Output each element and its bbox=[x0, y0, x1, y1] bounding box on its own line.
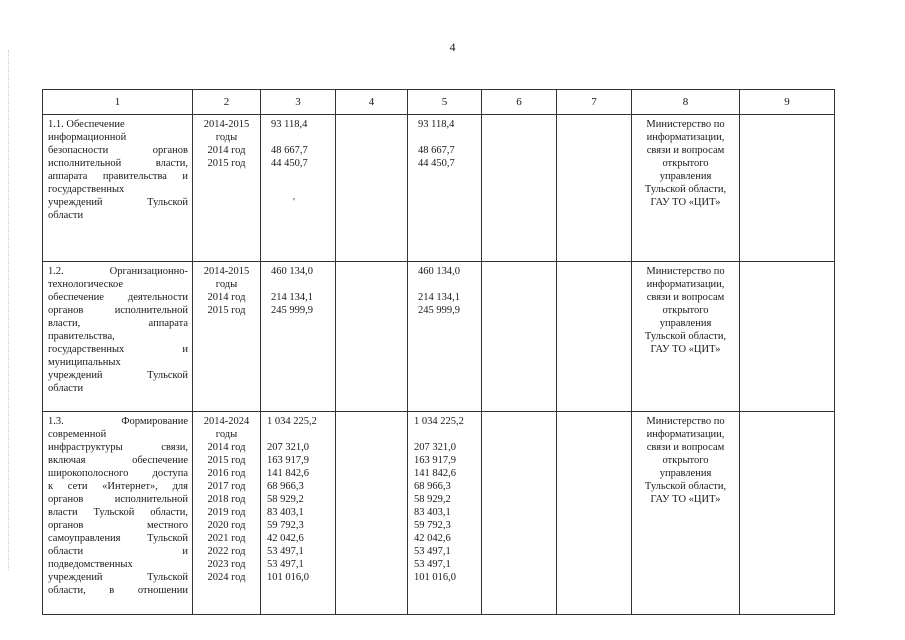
description-line: подведомственных bbox=[48, 559, 133, 570]
description-line: учреждений Тульской bbox=[48, 572, 188, 583]
period-value: 2021 год bbox=[207, 533, 246, 544]
executor-line: Министерство по bbox=[646, 119, 725, 130]
executor-line: информатизации, bbox=[646, 429, 725, 440]
amount-value: 141 842,6 bbox=[414, 468, 456, 479]
table-row bbox=[43, 262, 835, 412]
amount-value: 93 118,4 bbox=[418, 119, 455, 130]
description-line: технологическое bbox=[48, 279, 123, 290]
amount-value: 48 667,7 bbox=[271, 145, 308, 156]
period-value: 2023 год bbox=[207, 559, 246, 570]
amount-value: 93 118,4 bbox=[271, 119, 308, 130]
executor-line: управления bbox=[659, 318, 712, 329]
period-value: 2019 год bbox=[207, 507, 246, 518]
executor-line: управления bbox=[659, 468, 712, 479]
header-cell: 9 bbox=[740, 90, 835, 115]
amount-value: 42 042,6 bbox=[267, 533, 304, 544]
activity-description bbox=[43, 262, 193, 412]
amount-value: 58 929,2 bbox=[267, 494, 304, 505]
amount-value: 44 450,7 bbox=[418, 158, 455, 169]
description-line: органов местного bbox=[48, 520, 188, 531]
executor-line: открытого bbox=[662, 305, 709, 316]
description-line: к сети «Интернет», для bbox=[48, 481, 188, 492]
amount-value: 48 667,7 bbox=[418, 145, 455, 156]
period-value: 2014-2015 bbox=[203, 119, 250, 130]
header-cell: 1 bbox=[43, 90, 193, 115]
empty-cell bbox=[336, 412, 408, 615]
header-row bbox=[43, 90, 835, 115]
description-line: обеспечение деятельности bbox=[48, 292, 188, 303]
description-line: учреждений Тульской bbox=[48, 197, 188, 208]
period-value: 2018 год bbox=[207, 494, 246, 505]
period-value: 2022 год bbox=[207, 546, 246, 557]
period-value: 2014 год bbox=[207, 442, 246, 453]
amount-value: 163 917,9 bbox=[414, 455, 456, 466]
activity-description bbox=[43, 412, 193, 615]
executor-line: Тульской области, bbox=[644, 184, 727, 195]
executor-line: Тульской области, bbox=[644, 331, 727, 342]
amount-value: 53 497,1 bbox=[267, 546, 304, 557]
description-line: включая обеспечение bbox=[48, 455, 188, 466]
amount-value: 214 134,1 bbox=[418, 292, 460, 303]
header-cell: 6 bbox=[482, 90, 557, 115]
amount-value: 68 966,3 bbox=[267, 481, 304, 492]
empty-cell bbox=[740, 412, 835, 615]
funding-source-cell bbox=[408, 115, 482, 262]
amount-value: 1 034 225,2 bbox=[267, 416, 317, 427]
empty-cell bbox=[557, 412, 632, 615]
period-value: 2017 год bbox=[207, 481, 246, 492]
empty-cell bbox=[482, 262, 557, 412]
executor-line: информатизации, bbox=[646, 279, 725, 290]
page-number: 4 bbox=[449, 40, 456, 54]
period-value: годы bbox=[215, 429, 238, 440]
description-line: власти, аппарата bbox=[48, 318, 188, 329]
empty-cell bbox=[557, 115, 632, 262]
amount-value: 53 497,1 bbox=[267, 559, 304, 570]
amount-value: 245 999,9 bbox=[271, 305, 313, 316]
amount-value: 44 450,7 bbox=[271, 158, 308, 169]
empty-cell bbox=[740, 262, 835, 412]
description-line: органов исполнительной bbox=[48, 494, 188, 505]
executor-line: Министерство по bbox=[646, 416, 725, 427]
executor-line: ГАУ ТО «ЦИТ» bbox=[650, 494, 721, 505]
period-cell bbox=[193, 412, 261, 615]
description-line: инфраструктуры связи, bbox=[48, 442, 188, 453]
description-line: органов исполнительной bbox=[48, 305, 188, 316]
description-line: широкополосного доступа bbox=[48, 468, 188, 479]
description-line: аппарата правительства и bbox=[48, 171, 188, 182]
description-line: 1.1. Обеспечение bbox=[48, 119, 125, 130]
period-cell bbox=[193, 115, 261, 262]
amount-value: 1 034 225,2 bbox=[414, 416, 464, 427]
description-line: государственных и bbox=[48, 344, 188, 355]
period-value: годы bbox=[215, 132, 238, 143]
empty-cell bbox=[336, 262, 408, 412]
funding-total-cell bbox=[261, 412, 336, 615]
executor-line: ГАУ ТО «ЦИТ» bbox=[650, 344, 721, 355]
amount-value: 101 016,0 bbox=[414, 572, 456, 583]
description-line: 1.3. Формирование bbox=[48, 416, 188, 427]
amount-value: 163 917,9 bbox=[267, 455, 309, 466]
margin-guide bbox=[8, 50, 9, 570]
executor-cell bbox=[632, 115, 740, 262]
period-value: годы bbox=[215, 279, 238, 290]
period-value: 2015 год bbox=[207, 158, 246, 169]
period-value: 2016 год bbox=[207, 468, 246, 479]
header-cell: 3 bbox=[261, 90, 336, 115]
header-cell: 2 bbox=[193, 90, 261, 115]
funding-source-cell bbox=[408, 262, 482, 412]
empty-cell bbox=[557, 262, 632, 412]
executor-cell bbox=[632, 262, 740, 412]
executor-line: ГАУ ТО «ЦИТ» bbox=[650, 197, 721, 208]
amount-value: 141 842,6 bbox=[267, 468, 309, 479]
description-line: информационной bbox=[48, 132, 127, 143]
period-value: 2020 год bbox=[207, 520, 246, 531]
description-line: 1.2. Организационно- bbox=[48, 266, 188, 277]
amount-value: 101 016,0 bbox=[267, 572, 309, 583]
executor-line: связи и вопросам bbox=[646, 292, 725, 303]
period-value: 2014 год bbox=[207, 292, 246, 303]
executor-line: управления bbox=[659, 171, 712, 182]
amount-value: 42 042,6 bbox=[414, 533, 451, 544]
description-line: правительства, bbox=[48, 331, 115, 342]
amount-value: 83 403,1 bbox=[267, 507, 304, 518]
period-value: 2014 год bbox=[207, 145, 246, 156]
stray-mark: ' bbox=[293, 197, 295, 208]
amount-value: 59 792,3 bbox=[414, 520, 451, 531]
description-line: области bbox=[48, 210, 84, 221]
description-line: области, в отношении bbox=[48, 585, 188, 596]
amount-value: 460 134,0 bbox=[418, 266, 460, 277]
amount-value: 83 403,1 bbox=[414, 507, 451, 518]
empty-cell bbox=[482, 115, 557, 262]
amount-value: 214 134,1 bbox=[271, 292, 313, 303]
description-line: государственных bbox=[48, 184, 125, 195]
header-cell: 8 bbox=[632, 90, 740, 115]
period-value: 2014-2024 bbox=[203, 416, 250, 427]
executor-line: Министерство по bbox=[646, 266, 725, 277]
description-line: безопасности органов bbox=[48, 145, 188, 156]
description-line: учреждений Тульской bbox=[48, 370, 188, 381]
amount-value: 53 497,1 bbox=[414, 559, 451, 570]
description-line: муниципальных bbox=[48, 357, 121, 368]
amount-value: 207 321,0 bbox=[414, 442, 456, 453]
amount-value: 58 929,2 bbox=[414, 494, 451, 505]
description-line: области bbox=[48, 383, 84, 394]
executor-line: связи и вопросам bbox=[646, 145, 725, 156]
amount-value: 207 321,0 bbox=[267, 442, 309, 453]
period-value: 2014-2015 bbox=[203, 266, 250, 277]
executor-cell bbox=[632, 412, 740, 615]
executor-line: связи и вопросам bbox=[646, 442, 725, 453]
funding-total-cell bbox=[261, 262, 336, 412]
description-line: современной bbox=[48, 429, 107, 440]
executor-line: Тульской области, bbox=[644, 481, 727, 492]
header-cell: 7 bbox=[557, 90, 632, 115]
description-line: власти Тульской области, bbox=[48, 507, 188, 518]
header-cell: 5 bbox=[408, 90, 482, 115]
executor-line: открытого bbox=[662, 455, 709, 466]
amount-value: 53 497,1 bbox=[414, 546, 451, 557]
amount-value: 68 966,3 bbox=[414, 481, 451, 492]
funding-total-cell bbox=[261, 115, 336, 262]
period-value: 2015 год bbox=[207, 305, 246, 316]
empty-cell bbox=[482, 412, 557, 615]
table-row bbox=[43, 412, 835, 615]
executor-line: информатизации, bbox=[646, 132, 725, 143]
period-value: 2024 год bbox=[207, 572, 246, 583]
period-value: 2015 год bbox=[207, 455, 246, 466]
amount-value: 245 999,9 bbox=[418, 305, 460, 316]
amount-value: 460 134,0 bbox=[271, 266, 313, 277]
amount-value: 59 792,3 bbox=[267, 520, 304, 531]
description-line: самоуправления Тульской bbox=[48, 533, 188, 544]
program-activities-table bbox=[42, 89, 835, 615]
table-row bbox=[43, 115, 835, 262]
header-cell: 4 bbox=[336, 90, 408, 115]
description-line: исполнительной власти, bbox=[48, 158, 188, 169]
description-line: области и bbox=[48, 546, 188, 557]
empty-cell bbox=[336, 115, 408, 262]
activity-description bbox=[43, 115, 193, 262]
funding-source-cell bbox=[408, 412, 482, 615]
empty-cell bbox=[740, 115, 835, 262]
executor-line: открытого bbox=[662, 158, 709, 169]
period-cell bbox=[193, 262, 261, 412]
